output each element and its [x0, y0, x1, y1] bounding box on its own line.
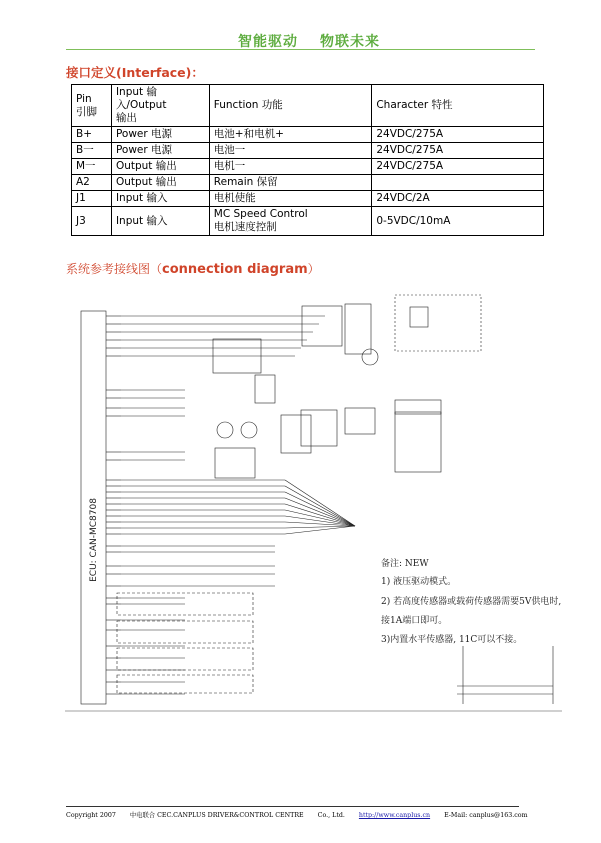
sensor-fan-line [285, 480, 355, 526]
note-line-4: 3)内置水平传感器, 11C可以不接。 [381, 635, 523, 645]
connection-heading-close: ） [307, 262, 320, 276]
character-cell-line: 24VDC/275A [376, 144, 444, 156]
connection-heading [66, 260, 320, 277]
footer-company: 中电联合 CEC.CANPLUS DRIVER&CONTROL CENTRE [129, 812, 304, 819]
io-cell [111, 207, 209, 236]
character-cell [372, 207, 544, 236]
sensor-fan-line [285, 510, 355, 526]
column-header-line: 输出 [115, 112, 137, 124]
io-cell [111, 191, 209, 207]
motor-icon [410, 307, 428, 327]
note-title: 备注: NEW [381, 559, 429, 569]
io-cell [111, 127, 209, 143]
header-divider [66, 49, 535, 50]
io-cell-line: Input 输入 [115, 214, 168, 227]
footer-email: E-Mail: canplus@163.com [444, 812, 528, 819]
character-cell-line: 24VDC/275A [376, 160, 444, 172]
pin-cell [72, 207, 112, 236]
pin-cell-line: B+ [76, 128, 93, 140]
column-header [72, 85, 112, 127]
character-cell-line: 24VDC/2A [376, 192, 430, 204]
io-cell [111, 143, 209, 159]
character-cell [372, 159, 544, 175]
table-row [72, 127, 544, 143]
io-cell-line: Output 输出 [115, 176, 177, 188]
footer-divider [66, 806, 519, 807]
header-slogan-part1: 智能驱动 [238, 34, 298, 50]
pin-cell-line: A2 [76, 176, 90, 188]
character-cell [372, 175, 544, 191]
column-header [372, 85, 544, 127]
sensor-group-4 [117, 675, 253, 693]
io-cell-line: Power 电源 [115, 128, 173, 140]
function-cell [209, 143, 372, 159]
motor-box [395, 295, 481, 351]
footer [66, 810, 528, 819]
table-row [72, 175, 544, 191]
pin-cell-line: M一 [76, 160, 96, 172]
column-header-line: Character 特性 [376, 99, 453, 111]
contactor-block [281, 415, 311, 453]
pump-relay [255, 375, 275, 403]
wiring-diagram [65, 290, 562, 715]
function-cell [209, 191, 372, 207]
aux-motor-icon [241, 422, 257, 438]
column-header [111, 85, 209, 127]
function-cell-line: 电池一 [213, 144, 246, 156]
function-cell-line: 电机速度控制 [213, 221, 277, 233]
valve-block [301, 410, 337, 446]
table-row [72, 191, 544, 207]
connection-heading-cn: 系统参考接线图（ [66, 262, 163, 276]
header-slogan [238, 31, 380, 51]
pin-cell-line: B一 [76, 144, 94, 156]
connector-block [345, 304, 371, 354]
io-cell-line: Output 输出 [115, 160, 177, 172]
io-cell [111, 159, 209, 175]
pump-motor-icon [217, 422, 233, 438]
character-cell [372, 191, 544, 207]
io-cell-line: Input 输入 [115, 192, 168, 204]
function-cell-line: 电机一 [213, 160, 246, 172]
pin-cell [72, 175, 112, 191]
column-header-line: Function 功能 [213, 99, 283, 111]
pin-cell [72, 191, 112, 207]
io-cell-line: Power 电源 [115, 144, 173, 156]
table-row [72, 159, 544, 175]
column-header-line: Input 输入/Output [115, 86, 167, 111]
function-cell [209, 207, 372, 236]
table-row [72, 143, 544, 159]
meter-icon [362, 349, 378, 365]
pin-cell [72, 159, 112, 175]
sensor-fan-line [285, 486, 355, 526]
function-cell [209, 127, 372, 143]
character-cell [372, 127, 544, 143]
interface-heading: 接口定义(Interface)： [66, 65, 204, 80]
function-cell-line: 电机使能 [213, 192, 256, 204]
function-cell [209, 175, 372, 191]
column-header [209, 85, 372, 127]
table-header-row [72, 85, 544, 127]
pin-cell [72, 127, 112, 143]
connection-heading-en: connection diagram [162, 262, 308, 277]
key-switch-block [215, 448, 255, 478]
character-cell [372, 143, 544, 159]
sensor-group-3 [117, 648, 253, 670]
interface-table [71, 84, 544, 236]
function-cell-line: MC Speed Control [213, 208, 308, 220]
header-slogan-part2: 物联未来 [320, 34, 380, 50]
footer-url-link[interactable]: http://www.canplus.cn [358, 812, 431, 819]
pin-cell [72, 143, 112, 159]
function-cell [209, 159, 372, 175]
note-line-1: 1) 液压驱动模式。 [381, 577, 457, 587]
pin-cell-line: J3 [76, 214, 86, 227]
battery-loop [395, 412, 441, 472]
table-row [72, 207, 544, 236]
ecu-label: ECU: CAN-MC8708 [89, 498, 99, 582]
column-header-line: 引脚 [76, 105, 97, 118]
note-line-2: 2) 若高度传感器或载荷传感器需要5V供电时, [381, 597, 562, 607]
column-header-line: Pin [76, 92, 92, 105]
sensor-fan-line [285, 498, 355, 526]
switch-block [345, 408, 375, 434]
character-cell-line: 24VDC/275A [376, 128, 444, 140]
function-cell-line: Remain 保留 [213, 176, 278, 188]
controller-block [302, 306, 342, 346]
note-line-3: 接1A端口即可。 [381, 616, 448, 626]
pin-cell-line: J1 [76, 192, 86, 204]
character-cell-line: 0-5VDC/10mA [376, 214, 451, 227]
footer-copyright: Copyright 2007 [66, 812, 116, 819]
io-cell [111, 175, 209, 191]
function-cell-line: 电池+和电机+ [213, 128, 284, 140]
footer-co: Co., Ltd. [317, 812, 345, 819]
sensor-group-2 [117, 621, 253, 643]
